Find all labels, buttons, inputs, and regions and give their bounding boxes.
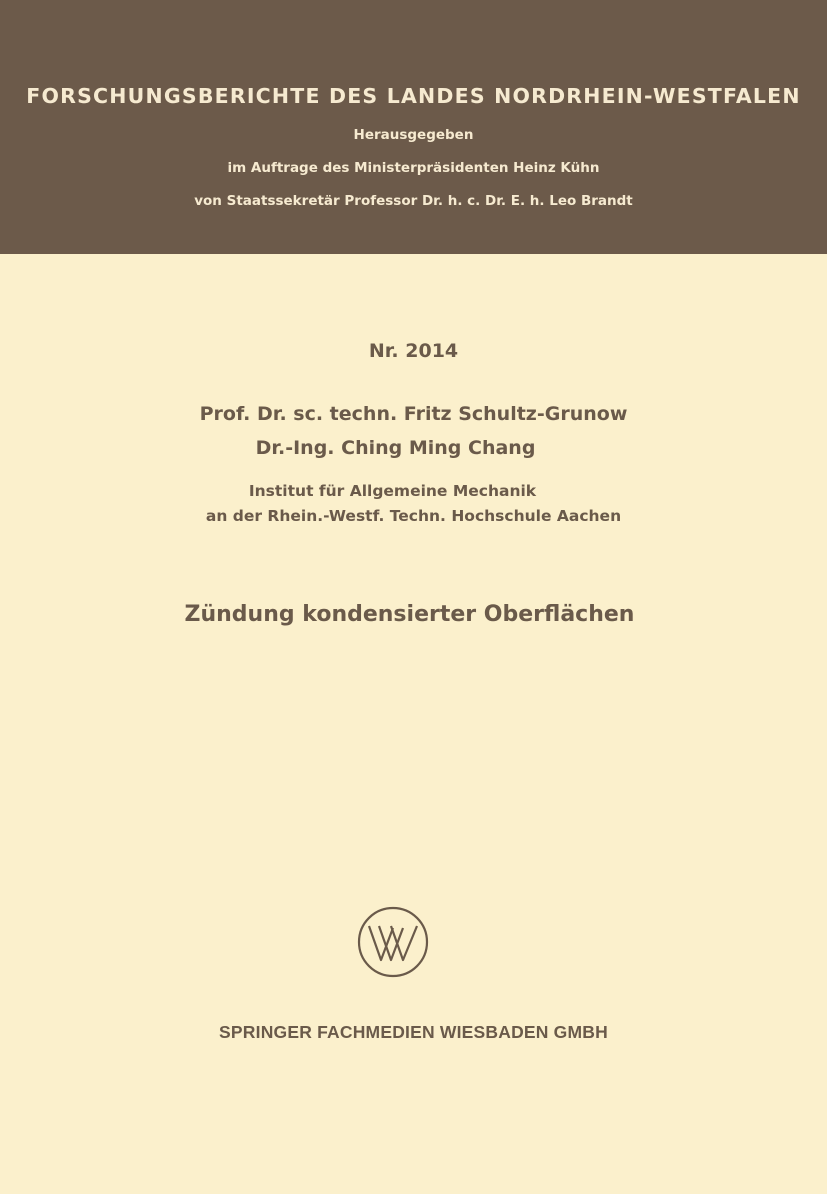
publisher-name: SPRINGER FACHMEDIEN WIESBADEN GMBH <box>219 1022 608 1042</box>
editor-line-2: im Auftrage des Ministerpräsidenten Heinz Kühn <box>227 160 600 176</box>
author-1: Prof. Dr. sc. techn. Fritz Schultz-Grunow <box>199 403 628 425</box>
series-header-band <box>0 0 827 254</box>
issue-number: Nr. 2014 <box>368 340 459 362</box>
publisher-ww-logo-icon <box>357 906 429 978</box>
institute-line-2: an der Rhein.-Westf. Techn. Hochschule Aachen <box>205 507 622 525</box>
book-title: Zündung kondensierter Oberflächen <box>184 602 635 627</box>
series-title: FORSCHUNGSBERICHTE DES LANDES NORDRHEIN-WESTFALEN <box>26 84 801 108</box>
editor-line-1: Herausgegeben <box>353 127 474 143</box>
institute-line-1: Institut für Allgemeine Mechanik <box>248 482 537 500</box>
editor-line-3: von Staatssekretär Professor Dr. h. c. Dr. E. h. Leo Brandt <box>194 193 633 209</box>
author-2: Dr.-Ing. Ching Ming Chang <box>255 437 536 459</box>
